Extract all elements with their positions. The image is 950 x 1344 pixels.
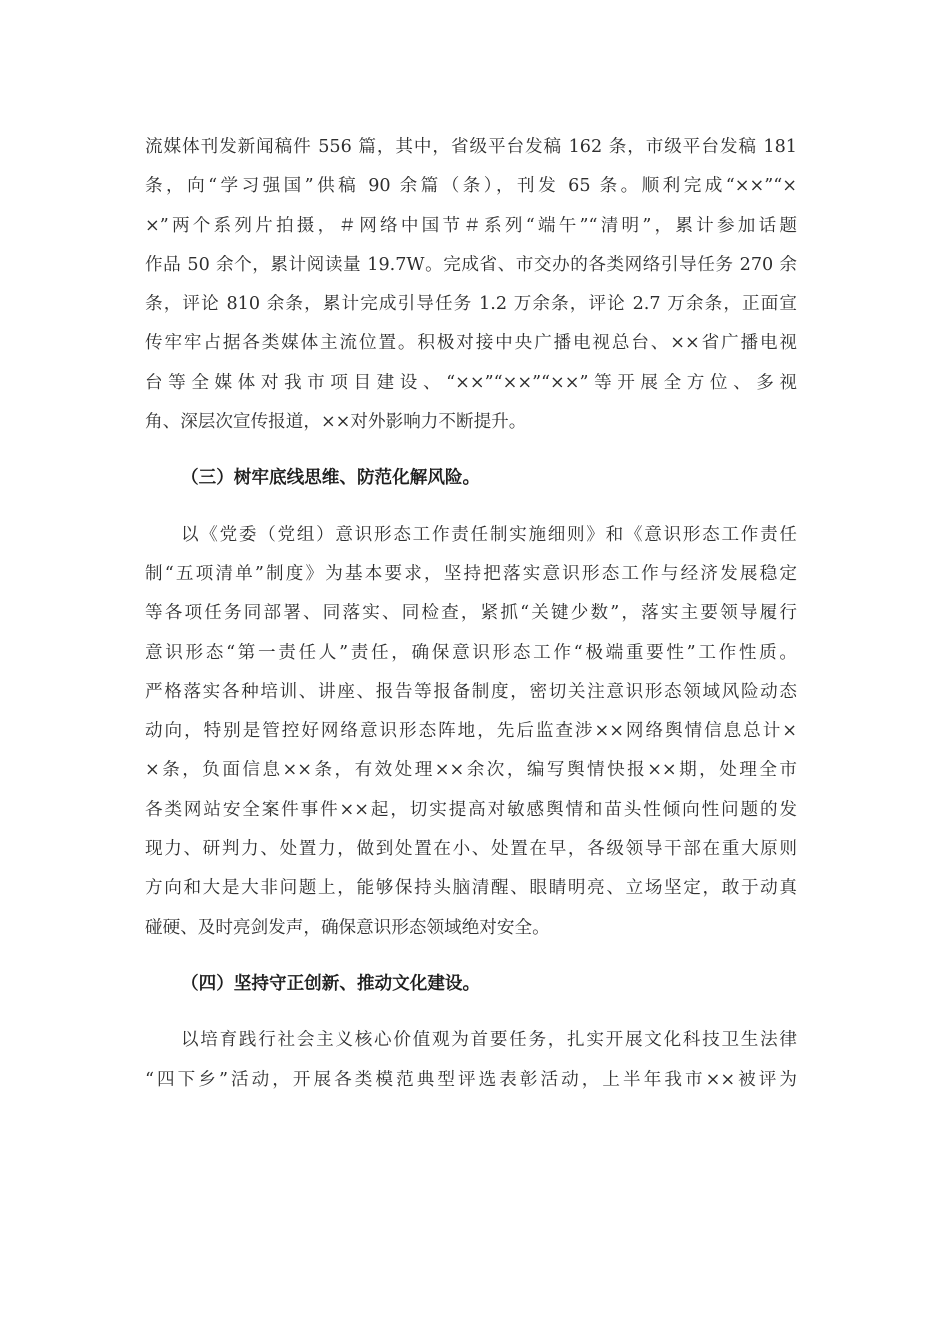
spacer [145, 1004, 797, 1021]
text-line: 各类网站安全案件事件××起，切实提高对敏感舆情和苗头性倾向性问题的发 [145, 799, 797, 820]
paragraph-risk-prevention [145, 516, 797, 948]
text-line: 意识形态“第一责任人”责任，确保意识形态工作“极端重要性”工作性质。 [145, 642, 797, 663]
text-line: 碰硬、及时亮剑发声，确保意识形态领域绝对安全。 [145, 917, 550, 938]
text-line: 传牢牢占据各类媒体主流位置。积极对接中央广播电视总台、××省广播电视 [145, 333, 797, 354]
text-line: 流媒体刊发新闻稿件 556 篇，其中，省级平台发稿 162 条，市级平台发稿 181 [145, 137, 797, 157]
text-line: 动向，特别是管控好网络意识形态阵地，先后监查涉××网络舆情信息总计× [145, 721, 797, 742]
section-heading-4: （四）坚持守正创新、推动文化建设。 [181, 973, 481, 994]
text-line: 台等全媒体对我市项目建设、“××”“××”“××”等开展全方位、多视 [145, 372, 797, 393]
paragraph-media-coverage [145, 128, 797, 442]
text-line: 方向和大是大非问题上，能够保持头脑清醒、眼睛明亮、立场坚定，敢于动真 [145, 878, 797, 899]
text-line: 作品 50 余个，累计阅读量 19.7W。完成省、市交办的各类网络引导任务 270 余 [145, 254, 797, 275]
text-line: 以《党委（党组）意识形态工作责任制实施细则》和《意识形态工作责任 [181, 524, 797, 545]
paragraph-cultural-development [145, 1021, 797, 1100]
document-page [145, 128, 797, 1100]
text-line: 现力、研判力、处置力，做到处置在小、处置在早，各级领导干部在重大原则 [145, 839, 797, 860]
text-line: 等各项任务同部署、同落实、同检查，紧抓“关键少数”，落实主要领导履行 [145, 603, 797, 624]
text-line: 制“五项清单”制度》为基本要求，坚持把落实意识形态工作与经济发展稳定 [145, 563, 797, 584]
text-line: 角、深层次宣传报道，××对外影响力不断提升。 [145, 412, 527, 433]
spacer [145, 499, 797, 516]
text-line: 严格落实各种培训、讲座、报告等报备制度，密切关注意识形态领域风险动态 [145, 681, 797, 702]
section-heading-3: （三）树牢底线思维、防范化解风险。 [181, 468, 481, 489]
spacer [145, 442, 797, 459]
text-line: ×条，负面信息××条，有效处理××余次，编写舆情快报××期，处理全市 [145, 760, 797, 781]
text-line: 条，向“学习强国”供稿 90 余篇（条），刊发 65 条。顺利完成“××”“× [145, 176, 797, 197]
spacer [145, 948, 797, 965]
text-line: “四下乡”活动，开展各类模范典型评选表彰活动，上半年我市××被评为 [145, 1069, 797, 1090]
text-line: 条，评论 810 余条，累计完成引导任务 1.2 万余条，评论 2.7 万余条，正面宣 [145, 294, 797, 315]
text-line: ×”两个系列片拍摄，＃网络中国节＃系列“端午”“清明”，累计参加话题 [145, 215, 797, 236]
text-line: 以培育践行社会主义核心价值观为首要任务，扎实开展文化科技卫生法律 [181, 1030, 797, 1051]
